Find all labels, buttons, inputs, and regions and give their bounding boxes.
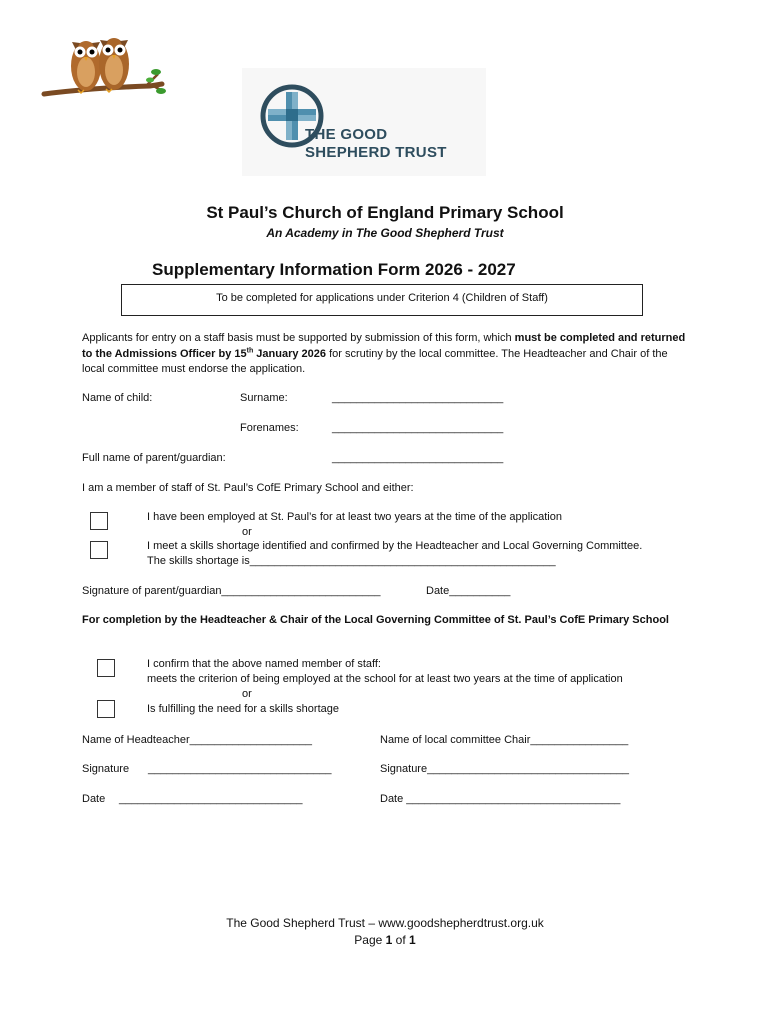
criterion-note-box	[121, 284, 643, 316]
confirm-line-3: Is fulfilling the need for a skills shortage	[147, 703, 339, 715]
confirm-or: or	[242, 688, 252, 700]
trust-logo-text	[305, 126, 447, 162]
head-signature-label: Signature	[82, 763, 130, 775]
parent-name-label: Full name of parent/guardian:	[82, 452, 226, 464]
option-skills-label: I meet a skills shortage identified and confirmed by the Headteacher and Local Governing Committee.	[147, 540, 643, 552]
intro-paragraph	[82, 331, 686, 378]
surname-field[interactable]: ____________________________	[332, 392, 504, 404]
intro-ordinal: th	[246, 346, 254, 354]
criterion-note: To be completed for applications under Criterion 4 (Children of Staff)	[216, 292, 548, 304]
headteacher-name-field[interactable]: Name of Headteacher____________________	[82, 734, 312, 746]
surname-label: Surname:	[240, 392, 288, 404]
intro-deadline-year: January 2026	[253, 347, 327, 360]
head-signature-field[interactable]: ______________________________	[148, 763, 332, 775]
name-of-child-label: Name of child:	[82, 392, 153, 404]
forenames-field[interactable]: ____________________________	[332, 422, 504, 434]
academy-line: An Academy in The Good Shepherd Trust	[266, 226, 504, 240]
chair-date-field[interactable]: Date ___________________________________	[380, 793, 621, 805]
footer-trust-line: The Good Shepherd Trust – www.goodshepherdtrust.org.uk	[226, 916, 544, 930]
head-date-label: Date	[82, 793, 106, 805]
parent-signature-field[interactable]: Signature of parent/guardian__________________________	[82, 585, 381, 597]
intro-deadline: must be completed and returned to the Admissions Officer by 15	[82, 332, 686, 360]
completion-heading: For completion by the Headteacher & Chair of the Local Governing Committee of St. Paul’s CofE Primary School	[82, 614, 669, 626]
chair-name-field[interactable]: Name of local committee Chair________________	[380, 734, 629, 746]
option-employed-checkbox[interactable]	[90, 512, 108, 530]
chair-signature-field[interactable]: Signature_________________________________	[380, 763, 629, 775]
confirm-employed-checkbox[interactable]	[97, 659, 115, 677]
option-skills-checkbox[interactable]	[90, 541, 108, 559]
skills-shortage-field[interactable]: The skills shortage is__________________________________________________	[147, 555, 556, 567]
page-current: 1	[385, 933, 393, 947]
member-statement: I am a member of staff of St. Paul’s CofE Primary School and either:	[82, 482, 414, 494]
confirm-line-1: I confirm that the above named member of staff:	[147, 658, 381, 670]
confirm-skills-checkbox[interactable]	[97, 700, 115, 718]
intro-text-2: for scrutiny by the local committee. The Headteacher and Chair of the local committee must endorse the application.	[82, 347, 668, 375]
owls-logo	[40, 28, 166, 108]
page-of: of	[392, 933, 410, 947]
page-prefix: Page	[354, 933, 386, 947]
logo-line-2: SHEPHERD TRUST	[305, 144, 447, 161]
page-number	[0, 932, 770, 949]
intro-text-1: Applicants for entry on a staff basis must be supported by submission of this form, which	[82, 332, 515, 344]
head-date-field[interactable]: ______________________________	[119, 793, 303, 805]
footer	[0, 915, 770, 949]
parent-name-field[interactable]: ____________________________	[332, 452, 504, 464]
form-title: Supplementary Information Form 2026 - 2027	[152, 260, 516, 279]
school-name: St Paul’s Church of England Primary School	[206, 203, 564, 222]
parent-date-field[interactable]: Date__________	[426, 585, 511, 597]
logo-line-1: THE GOOD	[305, 126, 388, 143]
confirm-line-2: meets the criterion of being employed at the school for at least two years at the time of application	[147, 673, 623, 685]
option-employed-label: I have been employed at St. Paul’s for at least two years at the time of the application	[147, 511, 562, 523]
forenames-label: Forenames:	[240, 422, 299, 434]
page-total: 1	[409, 933, 416, 947]
option-or: or	[242, 526, 252, 538]
